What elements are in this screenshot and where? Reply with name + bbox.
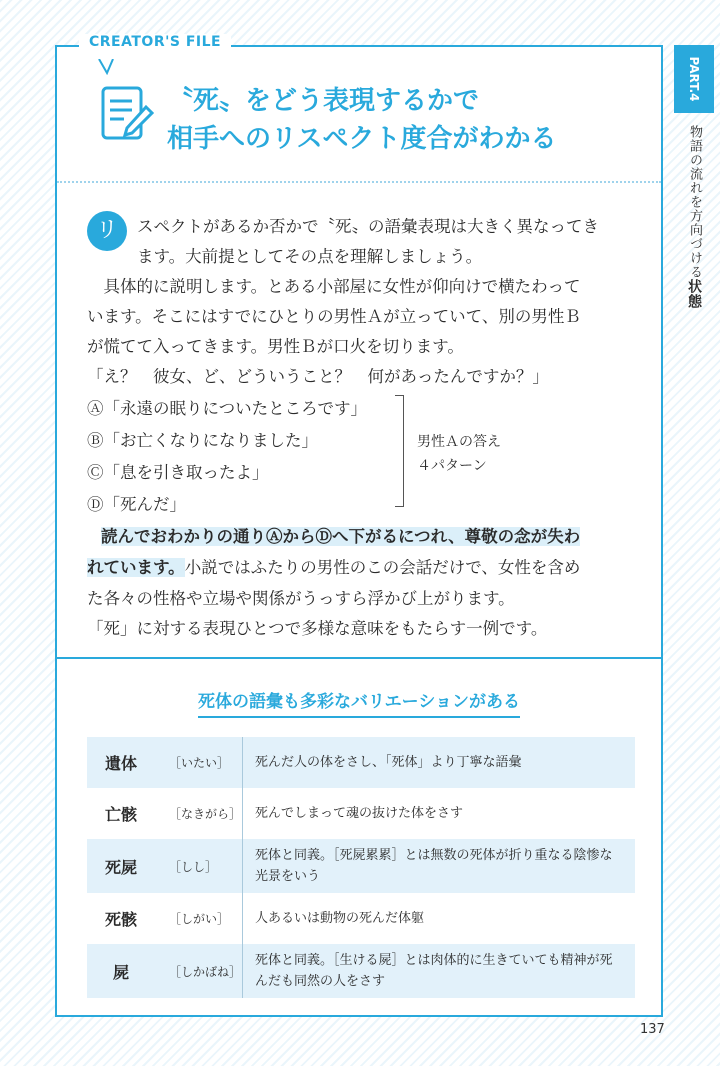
table-row — [87, 788, 635, 839]
description: 死体と同義。［死屍累累］とは無数の死体が折り重なる陰惨な光景をいう — [243, 839, 635, 893]
description: 死んだ人の体をさし、「死体」より丁寧な語彙 — [243, 737, 635, 788]
chapter-title: 物語の流れを方向づける — [687, 125, 702, 279]
part-label: PART.4 — [687, 56, 701, 102]
term: 遺体 — [105, 754, 138, 773]
term: 死骸 — [105, 910, 138, 929]
part-tab — [674, 45, 714, 113]
vocab-section-title: 死体の語彙も多彩なバリエーションがある — [198, 692, 520, 718]
dotted-divider — [57, 181, 661, 183]
chapter-title-bold: 状態 — [686, 279, 702, 309]
paragraph-3-line-2: 小説ではふたりの男性のこの会話だけで、女性を含め — [184, 558, 581, 577]
title-line-2: 相手へのリスペクト度合がわかる — [167, 124, 557, 154]
page-number: 137 — [640, 1022, 665, 1037]
title-line-1: 〝死〟をどう表現するかで — [167, 86, 480, 116]
reading: ［しし］ — [169, 859, 218, 874]
creators-file-tag: CREATOR'S FILE — [79, 34, 231, 50]
table-row — [87, 737, 635, 788]
table-row — [87, 839, 635, 893]
dialogue-quote: 「え？ 彼女、ど、どういうこと？ 何があったんですか？」 — [87, 367, 549, 386]
reading: ［しがい］ — [169, 912, 230, 926]
document-pen-icon — [100, 85, 154, 147]
description: 死んでしまって魂の抜けた体をさす — [243, 788, 635, 839]
paragraph-1-line-1: スペクトがあるか否かで〝死〟の語彙表現は大きく異なってき — [137, 217, 599, 236]
emphasis-line-1: 読んでおわかりの通りⒶからⒹへ下がるにつれ、尊敬の念が失わ — [101, 527, 581, 546]
answer-c: Ⓒ「息を引き取ったよ」 — [87, 463, 269, 482]
vocab-table — [87, 737, 635, 998]
paragraph-2-line-2: います。そこにはすでにひとりの男性Ａが立っていて、別の男性Ｂ — [87, 307, 581, 326]
paragraph-4: 「死」に対する表現ひとつで多様な意味をもたらす一例です。 — [87, 619, 548, 638]
reading: ［しかばね］ — [169, 964, 242, 979]
answer-d: Ⓓ「死んだ」 — [87, 495, 186, 514]
section-divider — [57, 657, 661, 659]
term: 死屍 — [105, 857, 138, 877]
reading: ［なきがら］ — [169, 807, 242, 821]
drop-cap: リ — [87, 211, 127, 251]
answer-bracket — [395, 395, 404, 507]
speech-tail-icon — [97, 59, 117, 75]
term: 屍 — [113, 962, 130, 982]
paragraph-2-line-3: が慌てて入ってきます。男性Ｂが口火を切ります。 — [87, 337, 464, 356]
reading: ［いたい］ — [169, 756, 230, 770]
paragraph-3-line-3: た各々の性格や立場や関係がうっすら浮かび上がります。 — [87, 589, 515, 608]
paragraph-2-line-1: 具体的に説明します。とある小部屋に女性が仰向けで横たわって — [87, 277, 581, 296]
description: 人あるいは動物の死んだ体躯 — [243, 893, 635, 944]
bracket-label-2: ４パターン — [417, 458, 487, 474]
table-row — [87, 893, 635, 944]
table-row — [87, 944, 635, 998]
answer-a: Ⓐ「永遠の眠りについたところです」 — [87, 399, 368, 418]
chapter-side-label — [684, 125, 704, 309]
term: 亡骸 — [105, 805, 138, 824]
creators-file-box — [55, 34, 663, 1017]
bracket-label-1: 男性Ａの答え — [417, 434, 501, 450]
emphasis-line-2: れています。 — [87, 558, 185, 577]
answer-b: Ⓑ「お亡くなりになりました」 — [87, 431, 318, 450]
paragraph-1-line-2: ます。大前提としてその点を理解しましょう。 — [137, 247, 483, 266]
description: 死体と同義。［生ける屍］とは肉体的に生きていても精神が死んだも同然の人をさす — [243, 944, 635, 998]
